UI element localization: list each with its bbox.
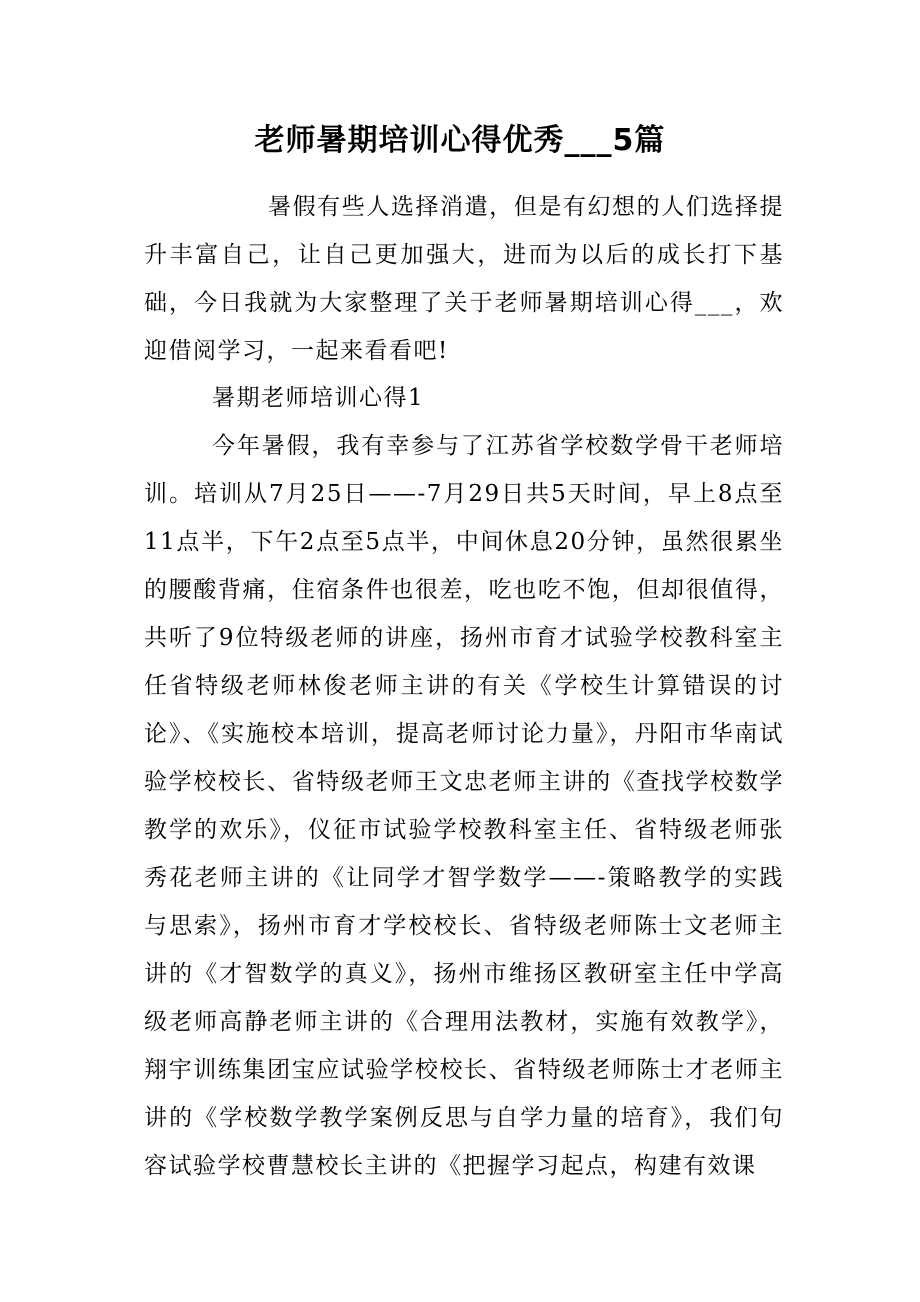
- section-subheading: 暑期老师培训心得1: [212, 385, 425, 411]
- body-paragraph: 今年暑假，我有幸参与了江苏省学校数学骨干老师培训。培训从7月25日——-7月29日共5天时间，早上8点至11点半，下午2点至5点半，中间休息20分钟，虽然很累坐的腰酸背痛，住宿条件也很差，吃也吃不饱，但却很值得，共听了9位特级老师的讲座，扬州市育才试验学校教科室主任省特级老师林俊老师主讲的有关《学校生计算错误的讨论》、《实施校本培训，提高老师讨论力量》，丹阳市华南试验学校校长、省特级老师王文忠老师主讲的《查找学校数学教学的欢乐》，仪征市试验学校教科室主任、省特级老师张秀花老师主讲的《让同学才智学数学——-策略教学的实践与思索》，扬州市育才学校校长、省特级老师陈士文老师主讲的《才智数学的真义》，扬州市维扬区教研室主任中学高级老师高静老师主讲的《合理用法教材，实施有效教学》，翔宇训练集团宝应试验学校校长、省特级老师陈士才老师主讲的《学校数学教学案例反思与自学力量的培育》，我们句容试验学校曹慧校长主讲的《把握学习起点，构建有效课: [144, 433, 784, 1179]
- intro-paragraph: 暑假有些人选择消遣，但是有幻想的人们选择提升丰富自己，让自己更加强大，进而为以后的成长打下基础，今日我就为大家整理了关于老师暑期培训心得___，欢迎借阅学习，一起来看看吧!: [144, 194, 784, 364]
- document-title: 老师暑期培训心得优秀___5篇: [254, 123, 666, 158]
